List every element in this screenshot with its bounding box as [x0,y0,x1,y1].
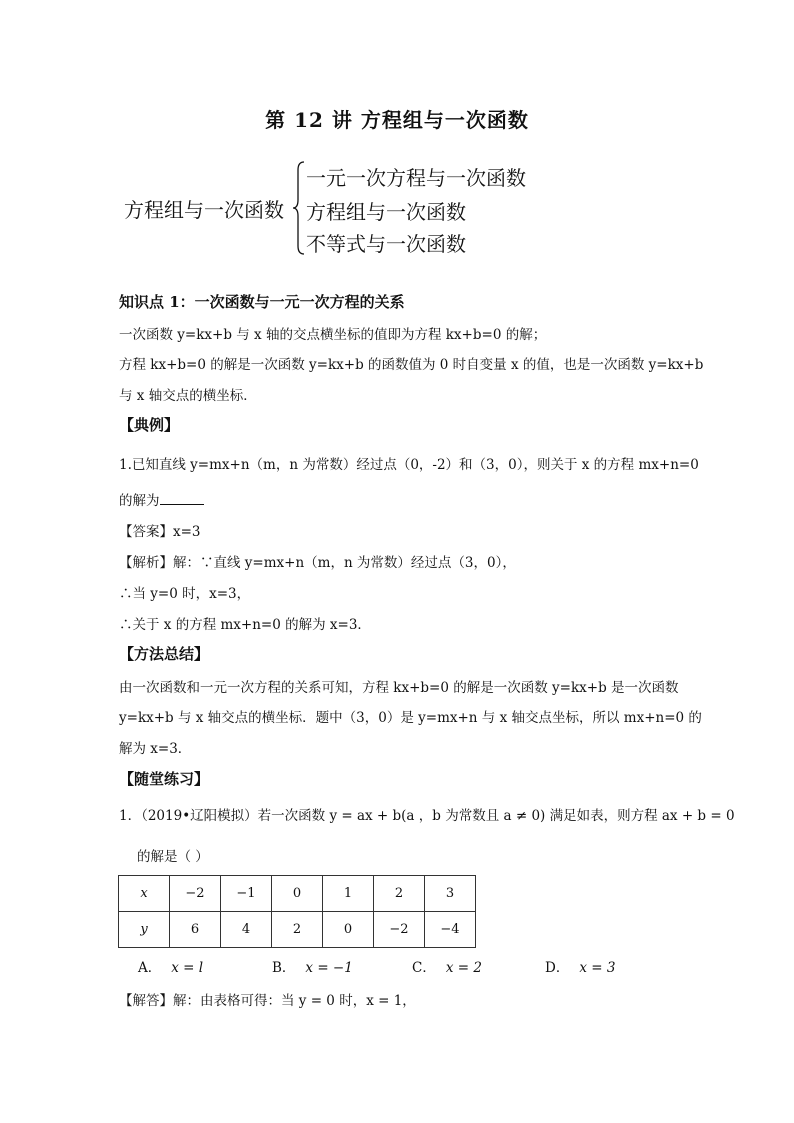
method-line-2: y=kx+b 与 x 轴交点的横坐标．题中（3，0）是 y=mx+n 与 x 轴交点坐标，所以 mx+n=0 的 [119,710,702,726]
table-cell: 0 [323,912,374,948]
practice-question-line-2: 的解是（ ） [137,849,209,865]
table-cell: 1 [323,876,374,912]
tree-branch-inequality: 不等式与一次函数 [306,232,466,256]
table-cell: −2 [170,876,221,912]
example-question-line-2 [119,489,204,509]
knowledge-heading: 知识点 1：一次函数与一元一次方程的关系 [119,293,405,311]
knowledge-line-2: 方程 kx+b=0 的解是一次函数 y=kx+b 的函数值为 0 时自变量 x 的值，也是一次函数 y=kx+b [119,357,704,373]
table-cell: −4 [425,912,476,948]
method-line-3: 解为 x=3． [119,741,192,757]
tree-root-label: 方程组与一次函数 [124,198,284,222]
option-value: x = 3 [579,960,616,976]
table-cell: −1 [221,876,272,912]
curly-brace-icon [292,160,306,256]
option-a [138,956,203,976]
example-question-text: 的解为 [119,493,160,509]
tree-branch-equation-system: 方程组与一次函数 [306,200,466,224]
table-cell: 4 [221,912,272,948]
concept-tree [124,160,584,260]
value-table [118,875,476,948]
example-answer: 【答案】x=3 [119,524,201,540]
option-value: x = l [171,960,204,976]
knowledge-line-1: 一次函数 y=kx+b 与 x 轴的交点横坐标的值即为方程 kx+b=0 的解； [119,327,547,343]
option-value: x = −1 [305,960,353,976]
knowledge-line-3: 与 x 轴交点的横坐标． [119,388,257,404]
table-cell: 6 [170,912,221,948]
option-c [412,956,482,976]
practice-question-line-1: 1．（2019•辽阳模拟）若一次函数 y = ax + b(a ，b 为常数且 a ≠ 0) 满足如表，则方程 ax + b = 0 [119,808,735,824]
example-analysis-line-1: 【解析】解：∵直线 y=mx+n（m，n 为常数）经过点（3，0）， [119,555,516,571]
tree-branch-linear-equation: 一元一次方程与一次函数 [306,166,526,190]
table-cell: 0 [272,876,323,912]
table-cell: 2 [272,912,323,948]
option-letter: B． [272,960,296,976]
option-letter: C． [412,960,436,976]
practice-solution: 【解答】解：由表格可得：当 y = 0 时，x = 1， [119,993,416,1009]
answer-blank [160,492,204,505]
example-analysis-line-2: ∴当 y=0 时，x=3， [119,586,251,602]
page-title: 第 12 讲 方程组与一次函数 [265,108,529,132]
option-d [545,956,615,976]
method-line-1: 由一次函数和一元一次方程的关系可知，方程 kx+b=0 的解是一次函数 y=kx+b 是一次函数 [119,680,679,696]
table-row-x [119,876,476,912]
example-analysis-line-3: ∴关于 x 的方程 mx+n=0 的解为 x=3． [119,617,371,633]
option-letter: D． [545,960,570,976]
table-header-x: x [119,876,170,912]
option-b [272,956,353,976]
example-question-line-1: 1.已知直线 y=mx+n（m，n 为常数）经过点（0，-2）和（3，0），则关于 x 的方程 mx+n=0 [119,457,699,473]
example-heading: 【典例】 [119,416,180,434]
table-row-y [119,912,476,948]
table-cell: 3 [425,876,476,912]
option-value: x = 2 [445,960,482,976]
method-heading: 【方法总结】 [119,645,210,663]
table-cell: −2 [374,912,425,948]
table-cell: 2 [374,876,425,912]
option-letter: A． [138,960,162,976]
table-header-y: y [119,912,170,948]
practice-heading: 【随堂练习】 [119,770,210,788]
